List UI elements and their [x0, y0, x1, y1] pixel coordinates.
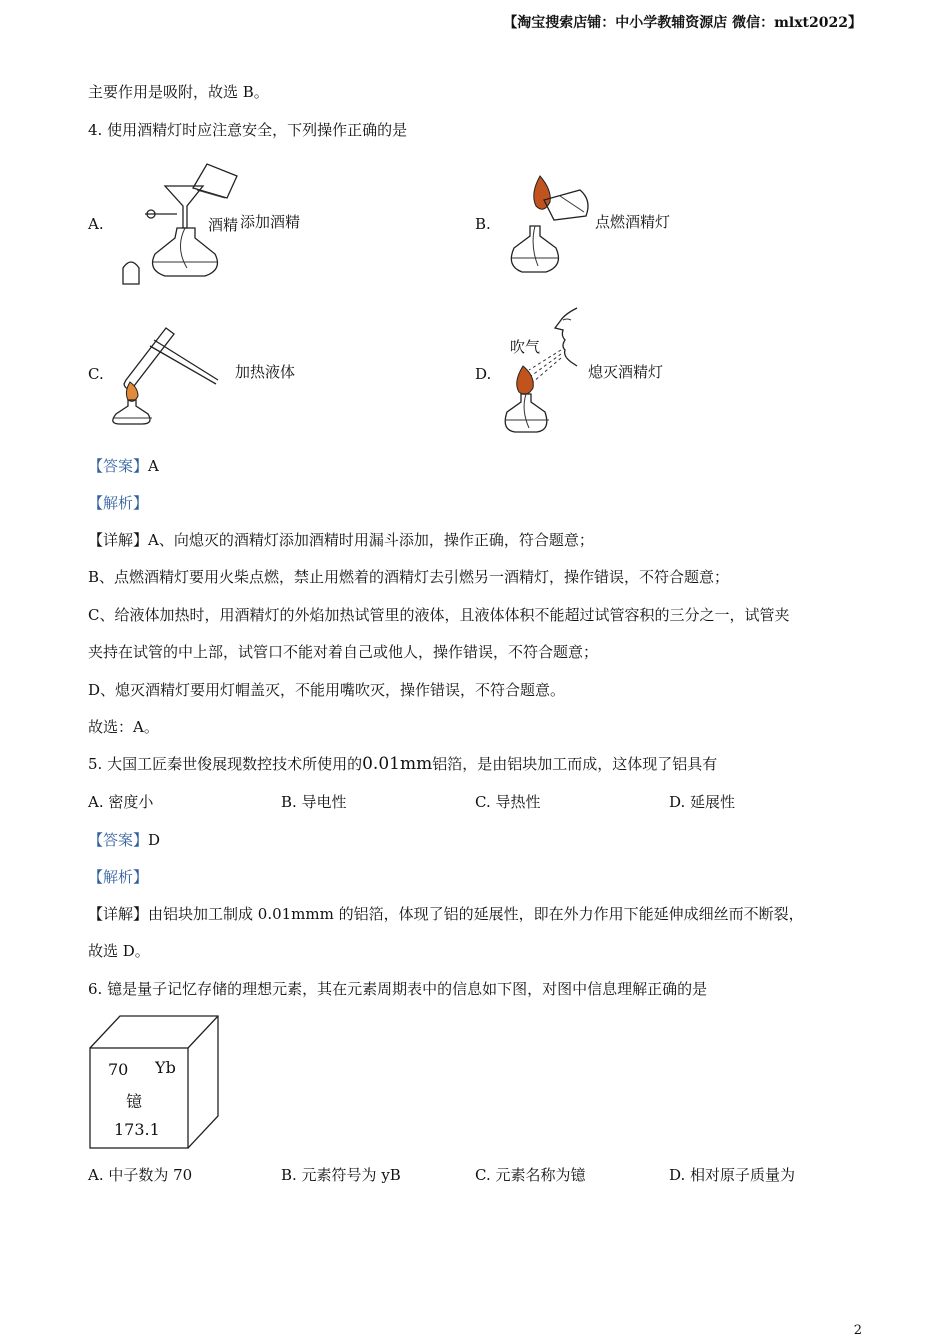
q4-option-c-caption: 加热液体	[235, 363, 296, 381]
intro-line: 主要作用是吸附，故选 B。	[88, 83, 269, 101]
q6-option-c: C. 元素名称为镱	[475, 1166, 586, 1184]
q6-option-a: A. 中子数为 70	[88, 1166, 193, 1184]
q5-answer-line	[88, 830, 160, 850]
element-mass: 173.1	[114, 1120, 160, 1139]
extinguish-lamp-figure	[505, 306, 590, 436]
q4-option-b-caption: 点燃酒精灯	[595, 213, 671, 231]
q4-analysis-tag: 【解析】	[88, 494, 149, 512]
answer-tag: 【答案】	[88, 831, 149, 849]
answer-value: D	[148, 831, 161, 849]
q5-stem-pre: 5. 大国工匠秦世俊展现数控技术所使用的	[88, 755, 363, 773]
q5-stem	[88, 754, 717, 774]
q4-option-a-letter: A.	[88, 215, 104, 233]
q6-stem: 6. 镱是量子记忆存储的理想元素，其在元素周期表中的信息如下图，对图中信息理解正确的是	[88, 980, 708, 998]
q5-option-c: C. 导热性	[475, 793, 541, 811]
q4-answer-line	[88, 456, 159, 476]
q5-stem-post: 铝箔，是由铝块加工而成，这体现了铝具有	[432, 755, 718, 773]
q5-analysis-tag: 【解析】	[88, 868, 149, 886]
q4-option-a-caption: 添加酒精	[240, 213, 301, 231]
q5-detail-line: 故选 D。	[88, 942, 150, 960]
q4-detail-line: D、熄灭酒精灯要用灯帽盖灭，不能用嘴吹灭，操作错误，不符合题意。	[88, 681, 566, 699]
q4-option-d-letter: D.	[475, 365, 492, 383]
q5-stem-value: 0.01mm	[362, 754, 433, 774]
q4-stem: 4. 使用酒精灯时应注意安全，下列操作正确的是	[88, 121, 408, 139]
answer-tag: 【答案】	[88, 457, 149, 475]
header-banner: 【淘宝搜索店铺：中小学教辅资源店 微信：mlxt2022】	[503, 15, 862, 31]
light-lamp-figure	[500, 170, 600, 280]
detail-text: 由铝块加工制成 0.01mmm 的铝箔，体现了铝的延展性，即在外力作用下能延伸成细丝而不断裂，	[148, 905, 804, 923]
q4-option-a-inner-label: 酒精	[208, 216, 239, 234]
page-number: 2	[853, 1323, 862, 1338]
answer-value: A	[148, 457, 159, 475]
element-name: 镱	[126, 1092, 143, 1111]
q6-option-d: D. 相对原子质量为	[669, 1166, 796, 1184]
q4-option-d-caption: 熄灭酒精灯	[588, 363, 664, 381]
heat-liquid-figure	[106, 320, 226, 425]
q4-detail-line: B、点燃酒精灯要用火柴点燃，禁止用燃着的酒精灯去引燃另一酒精灯，操作错误，不符合题意；	[88, 568, 730, 586]
q6-option-b: B. 元素符号为 yB	[281, 1166, 401, 1184]
q5-option-b: B. 导电性	[281, 793, 347, 811]
q5-option-a: A. 密度小	[88, 793, 154, 811]
q4-option-d-inner-label: 吹气	[510, 338, 541, 356]
q4-detail-line: 故选：A。	[88, 718, 159, 736]
detail-tag: 【详解】	[88, 531, 149, 549]
q4-detail-line: 夹持在试管的中上部，试管口不能对着自己或他人，操作错误，不符合题意；	[88, 643, 599, 661]
q5-detail-line	[88, 904, 804, 924]
q4-option-c-letter: C.	[88, 365, 104, 383]
element-number: 70	[108, 1060, 129, 1079]
detail-tag: 【详解】	[88, 905, 149, 923]
q5-option-d: D. 延展性	[669, 793, 736, 811]
detail-text: A、向熄灭的酒精灯添加酒精时用漏斗添加，操作正确，符合题意；	[148, 531, 594, 549]
q4-detail-line: C、给液体加热时，用酒精灯的外焰加热试管里的液体，且液体体积不能超过试管容积的三分之一，试管夹	[88, 606, 790, 624]
q4-detail-line	[88, 530, 594, 550]
element-symbol: Yb	[155, 1058, 176, 1077]
q4-option-b-letter: B.	[475, 215, 491, 233]
